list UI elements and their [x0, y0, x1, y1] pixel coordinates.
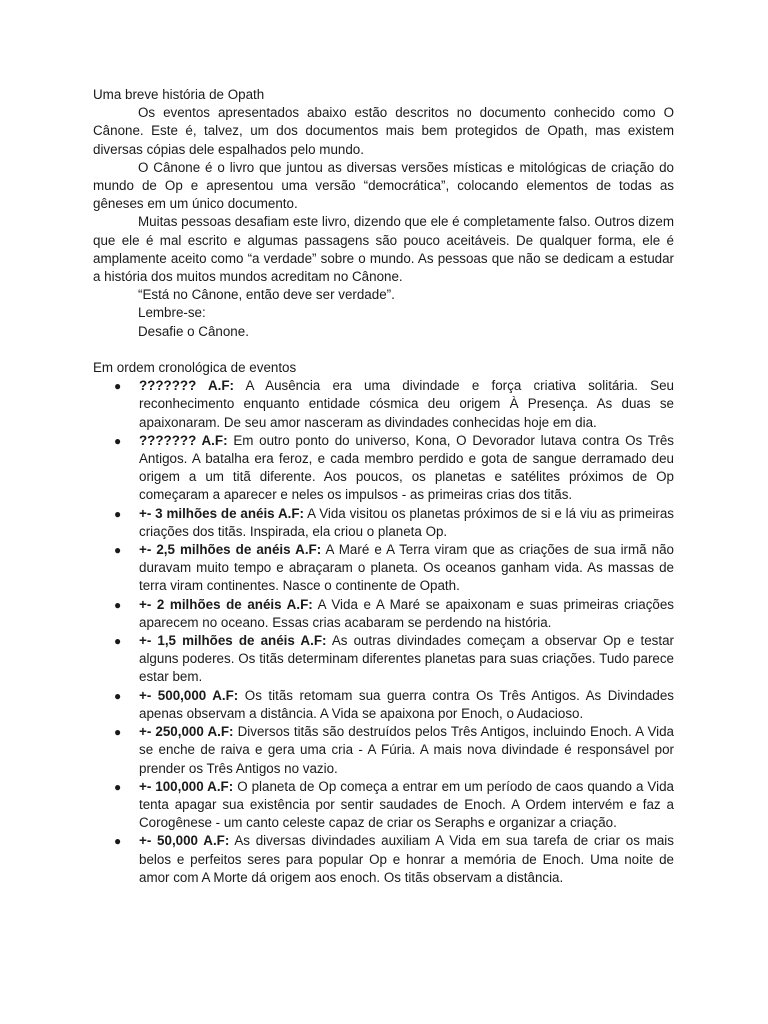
bullet-icon: ● [114, 834, 122, 849]
event-date: +- 50,000 A.F: [139, 833, 230, 849]
bullet-icon: ● [114, 779, 122, 794]
event-list [93, 377, 674, 887]
event-text: Os titãs retomam sua guerra contra Os Três Antigos. As Divindades apenas observam a distância. A Vida se apaixona por Enoch, o Audacioso. [139, 687, 674, 721]
bullet-icon: ● [114, 634, 122, 649]
event-text: As outras divindades começam a observar Op e testar alguns poderes. Os titãs determinam diferentes planetas para suas criações. Tudo parece estar bem. [139, 633, 674, 685]
spacer [93, 341, 674, 359]
event-item [93, 632, 674, 687]
event-text: O planeta de Op começa a entrar em um período de caos quando a Vida tenta apagar sua existência por sentir saudades de Enoch. A Ordem intervém e faz a Corogênese - um canto celeste capaz de criar os Seraphs e organizar a criação. [139, 778, 674, 831]
event-text: A Vida e A Maré se apaixonam e suas primeiras criações aparecem no oceano. Essas crias acabaram se perdendo na história. [139, 596, 674, 630]
bullet-icon: ● [114, 688, 122, 703]
bullet-icon: ● [114, 597, 122, 612]
bullet-icon: ● [114, 506, 122, 521]
event-text: Em outro ponto do universo, Kona, O Devorador lutava contra Os Três Antigos. A batalha era feroz, e cada membro perdido e gota de sangue derramado deu origem a um titã diferente. Aos poucos, os planetas e satélites próximos de Op começaram a aparecer e neles os impulsos - as primeiras crias dos titãs. [139, 432, 674, 503]
event-item [93, 687, 674, 723]
event-date: +- 3 milhões de anéis A.F: [139, 505, 305, 521]
chronology-heading: Em ordem cronológica de eventos [93, 360, 297, 376]
event-item [93, 377, 674, 432]
event-date: +- 2 milhões de anéis A.F: [139, 596, 313, 612]
event-text: As diversas divindades auxiliam A Vida em sua tarefa de criar os mais belos e perfeitos seres para popular Op e honrar a memória de Enoch. Uma noite de amor com A Morte dá origem aos enoch. Os titãs observam a distância. [139, 833, 674, 885]
intro-paragraph-3: Muitas pessoas desafiam este livro, dizendo que ele é completamente falso. Outros dizem que ele é mal escrito e algumas passagens são pouco aceitáveis. De qualquer forma, ele é amplamente aceito como “a verdade” sobre o mundo. As pessoas que não se dedicam a estudar a história dos muitos mundos acreditam no Cânone. [93, 214, 674, 285]
event-item [93, 723, 674, 778]
bullet-icon: ● [114, 379, 122, 394]
canon-quote: “Está no Cânone, então deve ser verdade”. [138, 287, 395, 303]
event-text: A Ausência era uma divindade e força criativa solitária. Seu reconhecimento enquanto entidade cósmica deu origem À Presença. As duas se apaixonaram. De seu amor nasceram as divindades conhecidas hoje em dia. [139, 378, 675, 430]
event-date: +- 500,000 A.F: [139, 687, 239, 703]
event-date: ??????? A.F: [139, 378, 235, 394]
bullet-icon: ● [114, 433, 122, 448]
document-page [93, 86, 674, 887]
event-item [93, 778, 674, 833]
event-text: A Maré e A Terra viram que as criações de sua irmã não duravam muito tempo e abraçaram o planeta. Os oceanos ganham vida. As massas de terra viram continentes. Nasce o continente de Opath. [139, 542, 675, 594]
bullet-icon: ● [114, 543, 122, 558]
event-date: +- 100,000 A.F: [139, 778, 234, 794]
event-item [93, 541, 674, 596]
event-date: ??????? A.F: [139, 432, 228, 448]
intro-paragraph-1: Os eventos apresentados abaixo estão descritos no documento conhecido como O Cânone. Este é, talvez, um dos documentos mais bem protegidos de Opath, mas existem diversas cópias dele espalhados pelo mundo. [93, 105, 674, 157]
event-text: Diversos titãs são destruídos pelos Três Antigos, incluindo Enoch. A Vida se enche de raiva e gera uma cria - A Fúria. A mais nova divindade é responsável por prender os Três Antigos no vazio. [139, 724, 675, 776]
event-item [93, 596, 674, 632]
event-text: A Vida visitou os planetas próximos de si e lá viu as primeiras criações dos titãs. Inspirada, ela criou o planeta Op. [139, 505, 674, 539]
event-date: +- 250,000 A.F: [139, 724, 234, 740]
event-item [93, 432, 674, 505]
document-title: Uma breve história de Opath [93, 87, 265, 102]
event-date: +- 1,5 milhões de anéis A.F: [139, 633, 327, 649]
bullet-icon: ● [114, 725, 122, 740]
intro-paragraph-2: O Cânone é o livro que juntou as diversas versões místicas e mitológicas de criação do mundo de Op e apresentou uma versão “democrática”, colocando elementos de todas as gêneses em um único documento. [93, 159, 674, 212]
event-date: +- 2,5 milhões de anéis A.F: [139, 542, 322, 558]
event-item [93, 832, 674, 887]
reminder-label: Lembre-se: [138, 305, 206, 321]
event-item [93, 505, 674, 541]
reminder-text: Desafie o Cânone. [138, 323, 249, 339]
